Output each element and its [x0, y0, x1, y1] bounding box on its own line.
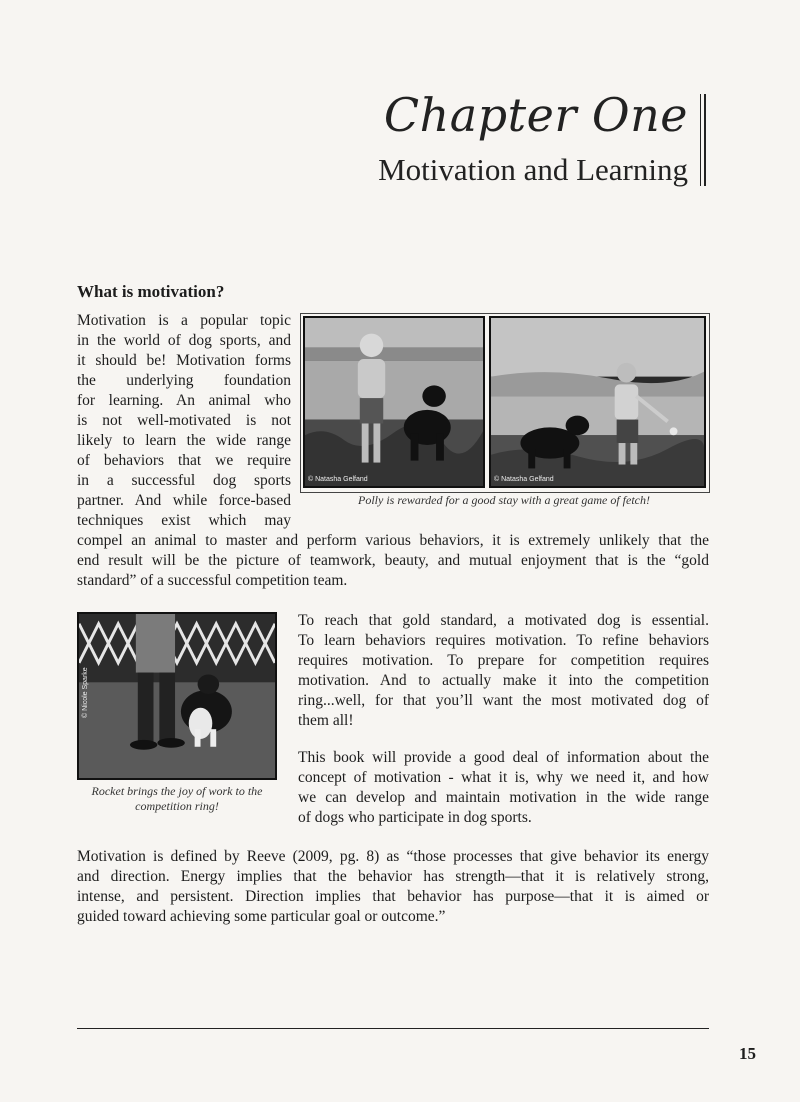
figure-1-caption: Polly is rewarded for a good stay with a great game of fetch! [358, 493, 650, 507]
photo-credit: © Nicole Sparke [82, 667, 89, 718]
text-line: Motivation is defined by Reeve (2009, pg. 8) as “those processes that give behavior its energy [77, 848, 709, 865]
chapter-label: Chapter One [383, 88, 688, 142]
chapter-divider-thin [705, 94, 706, 186]
paragraph-2 [298, 611, 709, 731]
text-line: we can develop and maintain motivation in the wide range [298, 789, 709, 806]
photo-child-with-dog [303, 316, 485, 488]
text-line: This book will provide a good deal of information about the [298, 749, 709, 766]
text-line: in the world of dog sports, and [77, 332, 291, 349]
text-line: partner. And while force-based [77, 492, 291, 509]
text-line: ring...well, for that you’ll want the most motivated dog of [298, 692, 709, 709]
paragraph-1-continued [77, 531, 709, 591]
caption-line: Rocket brings the joy of work to the [91, 784, 263, 798]
footer-divider [77, 1028, 709, 1029]
chapter-divider [700, 94, 701, 186]
text-line: for learning. An animal who [77, 392, 291, 409]
text-line: standard” of a successful competition team. [77, 572, 348, 589]
text-line: the underlying foundation [77, 372, 291, 389]
photo-credit: © Natasha Gelfand [494, 476, 554, 483]
text-line: Motivation is a popular topic [77, 312, 291, 329]
paragraph-1 [77, 311, 291, 531]
paragraph-4 [77, 847, 709, 927]
photo-sheltie-in-ring [77, 612, 277, 780]
paragraph-3 [298, 748, 709, 828]
text-line: it should be! Motivation forms [77, 352, 291, 369]
text-line: is not well-motivated is not [77, 412, 291, 429]
text-line: To reach that gold standard, a motivated dog is essential. [298, 612, 709, 629]
text-line: intense, and persistent. Direction implies that behavior has purpose—that it is aimed or [77, 888, 709, 905]
section-heading: What is motivation? [77, 282, 225, 301]
text-line: them all! [298, 712, 354, 729]
text-line: motivation. And to actually make it into the competition [298, 672, 709, 689]
text-line: end result will be the picture of teamwork, beauty, and mutual enjoyment that is the “gold [77, 552, 709, 569]
caption-line: competition ring! [135, 799, 219, 813]
chapter-title: Motivation and Learning [378, 152, 688, 187]
text-line: and direction. Energy implies that the behavior has strength—that it is relatively strong, [77, 868, 709, 885]
text-line: of dogs who participate in dog sports. [298, 809, 532, 826]
page-number: 15 [739, 1044, 756, 1063]
text-line: To learn behaviors requires motivation. To refine behaviors [298, 632, 709, 649]
text-line: in a successful dog sports [77, 472, 291, 489]
text-line: likely to learn the wide range [77, 432, 291, 449]
photo-credit: © Natasha Gelfand [308, 476, 368, 483]
text-line: concept of motivation - what it is, why we need it, and how [298, 769, 709, 786]
text-line: of behaviors that we require [77, 452, 291, 469]
text-line: compel an animal to master and perform various behaviors, it is extremely unlikely that the [77, 532, 709, 549]
text-line: guided toward achieving some particular goal or outcome.” [77, 908, 446, 925]
figure-2-caption [77, 784, 277, 814]
text-line: techniques exist which may [77, 512, 291, 529]
photo-child-throwing-ball [489, 316, 706, 488]
text-line: requires motivation. To prepare for competition requires [298, 652, 709, 669]
